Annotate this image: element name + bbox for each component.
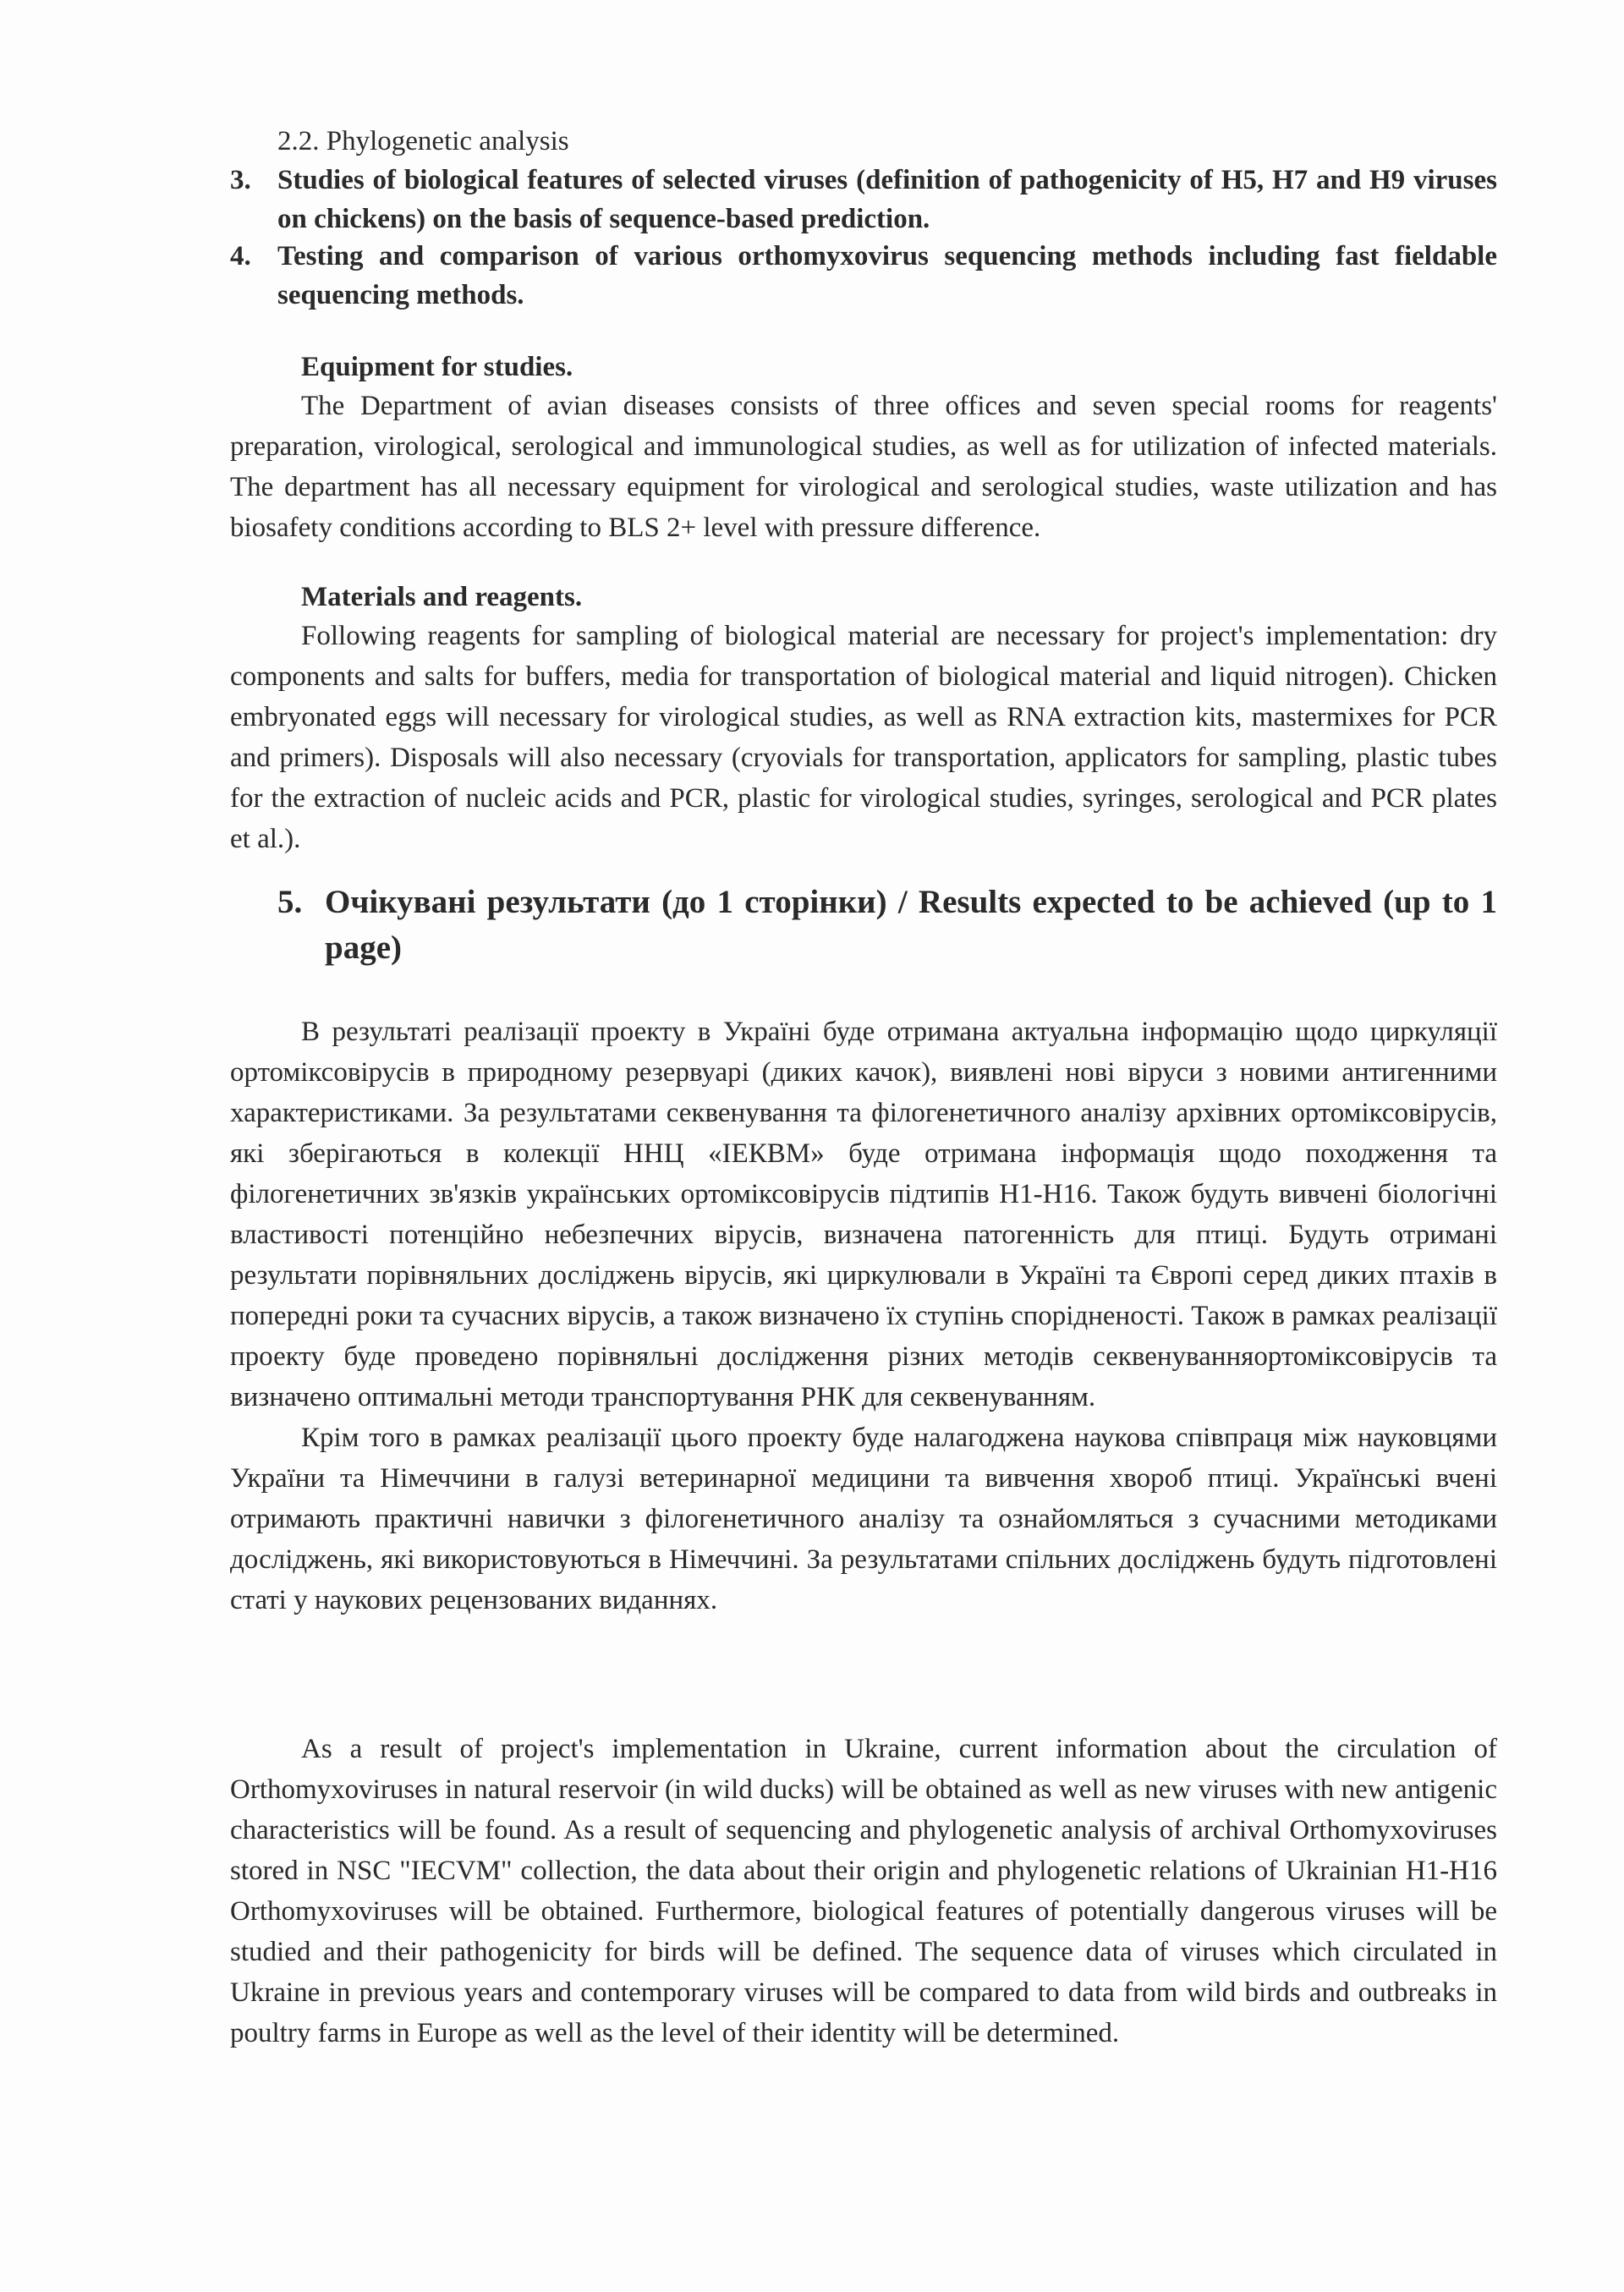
- english-results-section: [230, 1729, 1497, 2053]
- equipment-heading: Equipment for studies.: [301, 352, 573, 382]
- list-number: 4.: [230, 241, 251, 271]
- list-number: 3.: [230, 165, 251, 195]
- section-5-heading: [277, 880, 1497, 971]
- section-number: 5.: [277, 884, 303, 920]
- list-item-4: [230, 237, 1497, 315]
- english-paragraph: As a result of project's implementation in Ukraine, current information about the circulation of Orthomyxoviruses in natural reservoir (in wild ducks) will be obtained as well as new viruses with new antigenic characteristics will be found. As a result of sequencing and phylogenetic analysis of archival Orthomyxoviruses stored in NSC "IECVM" collection, the data about their origin and phylogenetic relations of Ukrainian H1-H16 Orthomyxoviruses will be obtained. Furthermore, biological features of potentially dangerous viruses will be studied and their pathogenicity for birds will be defined. The sequence data of viruses which circulated in Ukraine in previous years and contemporary viruses will be compared to data from wild birds and outbreaks in poultry farms in Europe as well as the level of their identity will be determined.: [230, 1734, 1497, 2048]
- equipment-section: [230, 386, 1497, 548]
- list-item-phylogenetic-analysis: 2.2. Phylogenetic analysis: [277, 126, 569, 156]
- list-item-text: Testing and comparison of various orthomyxovirus sequencing methods including fast fieldable sequencing methods.: [277, 241, 1497, 310]
- materials-paragraph: Following reagents for sampling of biological material are necessary for project's implementation: dry components and salts for buffers, media for transportation of biological material and liquid nitrogen). Chicken embryonated eggs will necessary for virological studies, as well as RNA extraction kits, mastermixes for PCR and primers). Disposals will also necessary (cryovials for transportation, applicators for sampling, plastic tubes for the extraction of nucleic acids and PCR, plastic for virological studies, syringes, serological and PCR plates et al.).: [230, 621, 1497, 854]
- list-item-3: [230, 161, 1497, 239]
- ukrainian-results-section: [230, 1012, 1497, 1620]
- ukrainian-paragraph-2: Крім того в рамках реалізації цього проекту буде налагоджена наукова співпраця між науковцями України та Німеччини в галузі ветеринарної медицини та вивчення хвороб птиці. Українські вчені отримають практичні навички з філогенетичного аналізу та ознайомляться з сучасними методиками досліджень, які використовуються в Німеччині. За результатами спільних досліджень будуть підготовлені статі у наукових рецензованих виданнях.: [230, 1423, 1497, 1615]
- list-item-text: Studies of biological features of selected viruses (definition of pathogenicity of H5, H7 and H9 viruses on chickens) on the basis of sequence-based prediction.: [277, 165, 1497, 234]
- materials-heading: Materials and reagents.: [301, 582, 583, 612]
- section-title: Очікувані результати (до 1 сторінки) / Results expected to be achieved (up to 1 page): [325, 884, 1497, 966]
- equipment-paragraph: The Department of avian diseases consists of three offices and seven special rooms for reagents' preparation, virological, serological and immunological studies, as well as for utilization of infected materials. The department has all necessary equipment for virological and serological studies, waste utilization and has biosafety conditions according to BLS 2+ level with pressure difference.: [230, 391, 1497, 543]
- ukrainian-paragraph-1: В результаті реалізації проекту в Україні буде отримана актуальна інформацію щодо циркуляції ортоміксовірусів в природному резервуарі (диких качок), виявлені нові віруси з новими антигенними характеристиками. За результатами секвенування та філогенетичного аналізу архівних ортоміксовірусів, які зберігаються в колекції ННЦ «ІЕКВМ» буде отримана інформація щодо походження та філогенетичних зв'язків українських ортоміксовірусів підтипів Н1-Н16. Також будуть вивчені біологічні властивості потенційно небезпечних вірусів, визначена патогенність для птиці. Будуть отримані результати порівняльних досліджень вірусів, які циркулювали в Україні та Європі серед диких птахів в попередні роки та сучасних вірусів, а також визначено їх ступінь спорідненості. Також в рамках реалізації проекту буде проведено порівняльні дослідження різних методів секвенуванняортоміксовірусів та визначено оптимальні методи транспортування РНК для секвенуванням.: [230, 1017, 1497, 1412]
- materials-section: [230, 616, 1497, 859]
